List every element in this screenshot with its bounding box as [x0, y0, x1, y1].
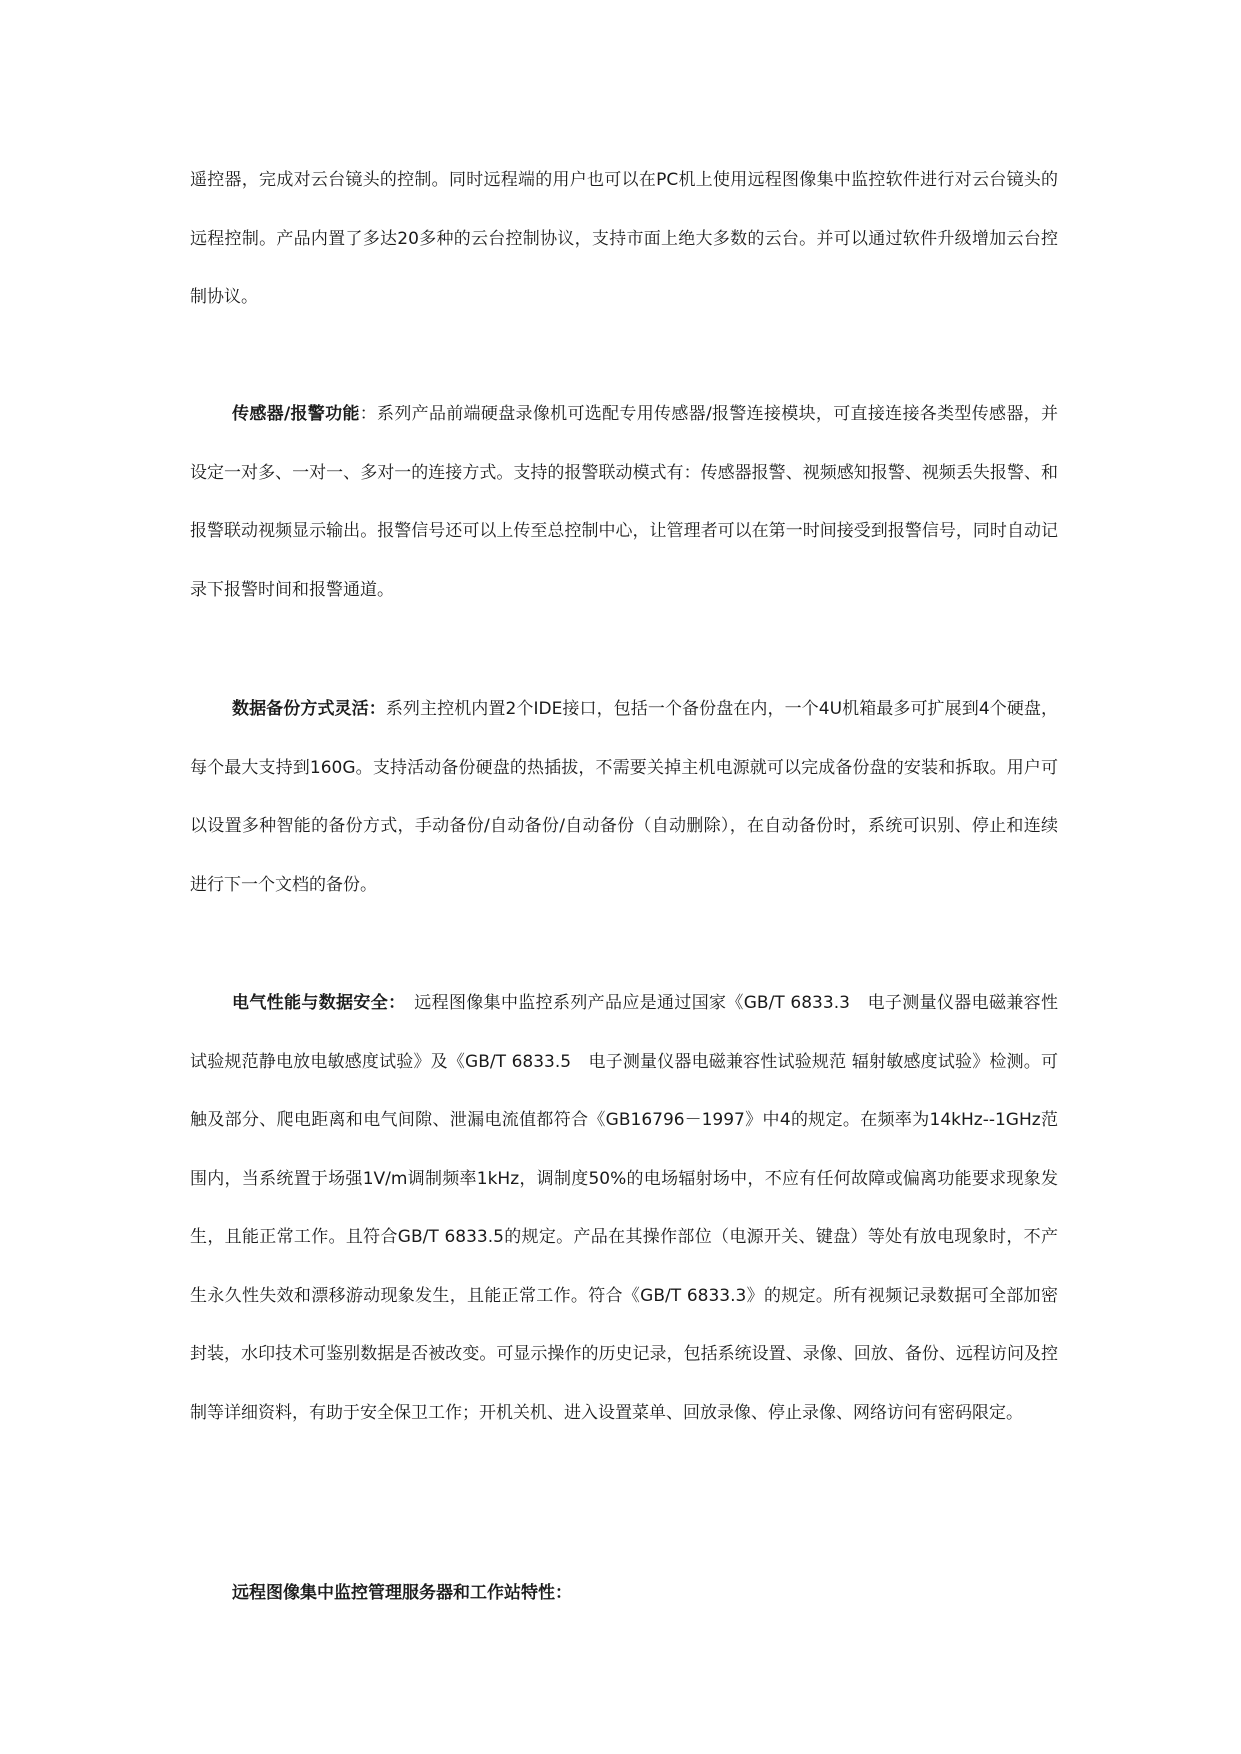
paragraph-text: 遥控器，完成对云台镜头的控制。同时远程端的用户也可以在PC机上使用远程图像集中监控软件进行对云台镜头的远程控制。产品内置了多达20多种的云台控制协议，支持市面上绝大多数的云台。并可以通过软件升级增加云台控制协议。 [190, 170, 1058, 307]
paragraph-text: ：系列产品前端硬盘录像机可选配专用传感器/报警连接模块，可直接连接各类型传感器，并设定一对多、一对一、多对一的连接方式。支持的报警联动模式有：传感器报警、视频感知报警、视频丢失报警、和报警联动视频显示输出。报警信号还可以上传至总控制中心，让管理者可以在第一时间接受到报警信号，同时自动记录下报警时间和报警通道。 [190, 404, 1058, 600]
paragraph-electrical-safety [190, 974, 1058, 1442]
paragraph-text: 系列主控机内置2个IDE接口，包括一个备份盘在内，一个4U机箱最多可扩展到4个硬盘，每个最大支持到160G。支持活动备份硬盘的热插拔，不需要关掉主机电源就可以完成备份盘的安装和拆取。用户可以设置多种智能的备份方式，手动备份/自动备份/自动备份（自动删除），在自动备份时，系统可识别、停止和连续进行下一个文档的备份。 [190, 699, 1059, 895]
section-heading-server-workstation [190, 1564, 1058, 1623]
paragraph-heading: 传感器/报警功能 [232, 404, 360, 424]
paragraph-heading: 数据备份方式灵活： [232, 699, 386, 719]
paragraph-sensor-alarm [190, 385, 1058, 619]
paragraph-data-backup [190, 680, 1058, 914]
paragraph-ptz-control [190, 151, 1058, 327]
paragraph-text: 远程图像集中监控系列产品应是通过国家《GB/T 6833.3 电子测量仪器电磁兼容性试验规范静电放电敏感度试验》及《GB/T 6833.5 电子测量仪器电磁兼容性试验规范 辐射敏感度试验》检测。可触及部分、爬电距离和电气间隙、泄漏电流值都符合《GB16796－1997》中4的规定。在频率为14kHz--1GHz范围内，当系统置于场强1V/m调制频率1kHz，调制度50%的电场辐射场中，不应有任何故障或偏离功能要求现象发生，且能正常工作。且符合GB/T 6833.5的规定。产品在其操作部位（电源开关、键盘）等处有放电现象时，不产生永久性失效和漂移游动现象发生，且能正常工作。符合《GB/T 6833.3》的规定。所有视频记录数据可全部加密封装，水印技术可鉴别数据是否被改变。可显示操作的历史记录，包括系统设置、录像、回放、备份、远程访问及控制等详细资料，有助于安全保卫工作；开机关机、进入设置菜单、回放录像、停止录像、网络访问有密码限定。 [190, 993, 1059, 1423]
paragraph-heading: 电气性能与数据安全： [232, 993, 397, 1013]
paragraph-heading: 远程图像集中监控管理服务器和工作站特性： [232, 1583, 572, 1603]
